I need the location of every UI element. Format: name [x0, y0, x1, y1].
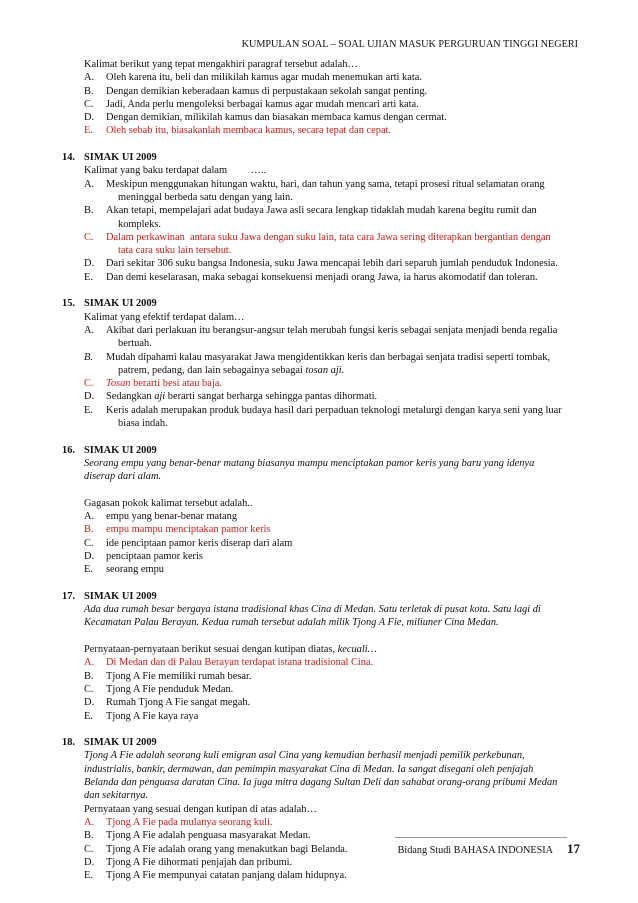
option-b: B. Dengan demikian keberadaan kamus di perpustakaan sekolah sangat penting.	[84, 85, 428, 97]
footer-divider	[395, 837, 567, 838]
option-d: D. Sedangkan aji berarti sangat berharga sehingga pantas dihormati.	[84, 391, 378, 403]
question-stem: Pernyataan yang sesuai dengan kutipan di atas adalah…	[84, 803, 317, 815]
page-header: KUMPULAN SOAL – SOAL UJIAN MASUK PERGURUAN TINGGI NEGERI	[241, 39, 578, 50]
option-e: E. Tjong A Fie kaya raya	[84, 710, 199, 722]
question-source: SIMAK UI 2009	[84, 298, 157, 310]
option-a-answer: A. Tjong A Fie pada mulanya seorang kuli.	[84, 816, 273, 828]
option-c: C. Jadi, Anda perlu mengoleksi berbagai kamus agar mudah mencari arti kata.	[84, 98, 419, 110]
passage: Ada dua rumah besar bergaya istana tradisional khas Cina di Medan. Satu terletak di pusat kota. Satu lagi di Kecamatan Palau Berayan. Kedua rumah tersebut adalah milik Tjong A Fie, miliuner Cina Medan.	[84, 604, 541, 629]
option-b: B. Tjong A Fie adalah penguasa masyarakat Medan.	[84, 830, 311, 842]
option-e: E. Tjong A Fie mempunyai catatan panjang dalam hidupnya.	[84, 870, 347, 882]
question-source: SIMAK UI 2009	[84, 590, 157, 602]
option-d: D. Rumah Tjong A Fie sangat megah.	[84, 697, 251, 709]
option-c: C. ide penciptaan pamor keris diserap dari alam	[84, 537, 293, 549]
option-a: A. Oleh karena itu, beli dan milikilah kamus agar mudah menemukan arti kata.	[84, 72, 422, 84]
option-c-answer: C. Dalam perkawinan antara suku Jawa dengan suku lain, tata cara Jawa sering diterapkan bergantian dengan tata cara suku lain tersebut.	[84, 231, 551, 257]
question-stem: Kalimat yang baku terdapat dalam …..	[84, 165, 267, 177]
question-stem: Kalimat berikut yang tepat mengakhiri paragraf tersebut adalah…	[84, 59, 358, 70]
question-number: 14.	[62, 152, 75, 164]
option-a: A. Meskipun menggunakan hitungan waktu, hari, dan tahun yang sama, tetapi prosesi ritual selamatan orang meninggal berbeda satu dengan yang lain.	[84, 178, 545, 203]
option-e-answer: E. Oleh sebab itu, biasakanlah membaca kamus, secara tepat dan cepat.	[84, 125, 392, 137]
question-number: 17.	[62, 590, 75, 602]
question-number: 18.	[62, 737, 75, 749]
option-d: D. Tjong A Fie dihormati penjajah dan pribumi.	[84, 856, 293, 868]
question-stem: Kalimat yang efektif terdapat dalam…	[84, 311, 245, 323]
page-number: 17	[567, 841, 580, 856]
option-c-answer: C. Tosan berarti besi atau baja.	[84, 378, 222, 390]
footer-subject: Bidang Studi BAHASA INDONESIA	[397, 845, 553, 856]
option-d: D. penciptaan pamor keris	[84, 550, 203, 562]
option-a: A. Akibat dari perlakuan itu berangsur-angsur telah merubah fungsi keris sebagai senjata menjadi benda regalia bertuah.	[84, 324, 558, 350]
option-e: E. Dan demi keselarasan, maka sebagai konsekuensi menjadi orang Jawa, ia harus akomodatif dan toleran.	[84, 271, 538, 283]
question-stem: Pernyataan-pernyataan berikut sesuai dengan kutipan diatas, kecuali…	[84, 644, 377, 656]
passage: Tjong A Fie adalah seorang kuli emigran asal Cina yang kemudian berhasil menjadi pemilik perkebunan, industrialis, bankir, dermawan, dan pemimpin masyarakat Cina di Medan. Ia sangat disegani oleh penjajah Belanda dan penguasa daratan Cina. Ia juga mitra dagang Sultan Deli dan sahabat orang-orang pribumi Medan dan sekitarnya.	[84, 750, 558, 802]
question-13	[62, 58, 582, 138]
page-content	[62, 58, 582, 896]
question-17	[62, 590, 582, 723]
option-c: C. Tjong A Fie penduduk Medan.	[84, 683, 234, 695]
question-number: 16.	[62, 444, 75, 456]
question-16	[62, 444, 582, 577]
question-18	[62, 736, 582, 882]
option-d: D. Dari sekitar 306 suku bangsa Indonesia, suku Jawa mencapai lebih dari separuh jumlah penduduk Indonesia.	[84, 258, 558, 270]
option-a-answer: A. Di Medan dan di Palau Berayan terdapat istana tradisional Cina.	[84, 657, 374, 669]
page-footer	[398, 842, 580, 857]
question-source: SIMAK UI 2009	[84, 737, 157, 749]
question-source: SIMAK UI 2009	[84, 444, 157, 456]
option-e: E. seorang empu	[84, 564, 164, 576]
option-d: D. Dengan demikian, milikilah kamus dan biasakan membaca kamus dengan cermat.	[84, 112, 447, 124]
option-b-answer: B. empu mampu menciptakan pamor keris	[84, 524, 271, 536]
question-number: 15.	[62, 298, 75, 310]
option-a: A. empu yang benar-benar matang	[84, 511, 238, 523]
option-b: B. Akan tetapi, mempelajari adat budaya Jawa asli secara lengkap tidaklah mudah karena begitu rumit dan kompleks.	[84, 205, 537, 230]
option-c: C. Tjong A Fie adalah orang yang menakutkan bagi Belanda.	[84, 843, 348, 855]
question-source: SIMAK UI 2009	[84, 152, 157, 164]
question-stem: Gagasan pokok kalimat tersebut adalah..	[84, 497, 253, 509]
option-b: B. Mudah dipahami kalau masyarakat Jawa mengidentikkan keris dan berbagai senjata tradisi seperti tombak, patrem, pedang, dan lain sebagainya sebagai tosan aji.	[84, 351, 551, 376]
option-e: E. Keris adalah merupakan produk budaya hasil dari perpaduan teknologi metalurgi dengan karya seni yang luar biasa indah.	[84, 404, 562, 430]
question-14	[62, 151, 582, 284]
question-15	[62, 297, 582, 430]
option-b: B. Tjong A Fie memiliki rumah besar.	[84, 670, 252, 682]
passage: Seorang empu yang benar-benar matang biasanya mampu menciptakan pamor keris yang baru yang idenya diserap dari alam.	[84, 457, 535, 483]
